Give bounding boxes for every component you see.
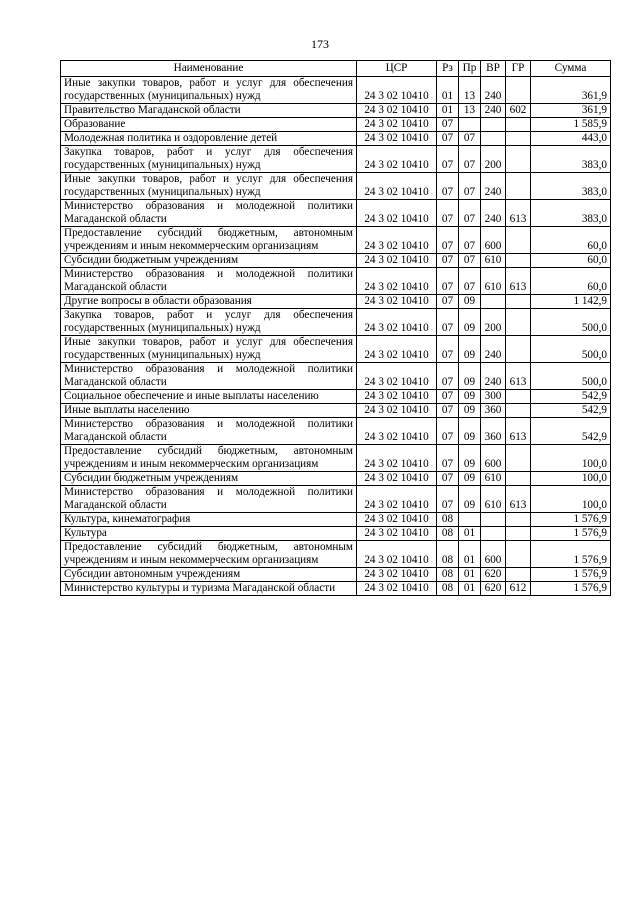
- header-name: Наименование: [61, 61, 357, 77]
- cell-csr: 24 3 02 10410: [357, 541, 437, 568]
- cell-rz: 07: [437, 309, 459, 336]
- cell-name: Министерство образования и молодежной политики Магаданской области: [61, 486, 357, 513]
- cell-rz: 07: [437, 336, 459, 363]
- cell-rz: 07: [437, 146, 459, 173]
- cell-pr: 09: [459, 390, 481, 404]
- cell-name: Министерство культуры и туризма Магаданской области: [61, 582, 357, 596]
- table-row: [61, 268, 611, 295]
- table-row: [61, 390, 611, 404]
- cell-vr: 240: [481, 336, 506, 363]
- cell-sum: 100,0: [531, 486, 611, 513]
- cell-vr: 610: [481, 486, 506, 513]
- cell-gr: [506, 568, 531, 582]
- cell-pr: 07: [459, 254, 481, 268]
- table-body: [61, 77, 611, 596]
- cell-csr: 24 3 02 10410: [357, 363, 437, 390]
- cell-sum: 383,0: [531, 146, 611, 173]
- cell-rz: 07: [437, 118, 459, 132]
- cell-name: Иные закупки товаров, работ и услуг для обеспечения государственных (муниципальных) нужд: [61, 336, 357, 363]
- cell-csr: 24 3 02 10410: [357, 527, 437, 541]
- cell-name: Министерство образования и молодежной политики Магаданской области: [61, 418, 357, 445]
- cell-name: Субсидии бюджетным учреждениям: [61, 254, 357, 268]
- cell-pr: [459, 513, 481, 527]
- cell-gr: 613: [506, 200, 531, 227]
- cell-sum: 542,9: [531, 404, 611, 418]
- table-row: [61, 568, 611, 582]
- cell-gr: 613: [506, 268, 531, 295]
- cell-vr: 360: [481, 418, 506, 445]
- header-pr: Пр: [459, 61, 481, 77]
- cell-gr: [506, 173, 531, 200]
- cell-csr: 24 3 02 10410: [357, 582, 437, 596]
- cell-csr: 24 3 02 10410: [357, 336, 437, 363]
- table-header: [61, 61, 611, 77]
- cell-pr: 07: [459, 268, 481, 295]
- cell-name: Другие вопросы в области образования: [61, 295, 357, 309]
- cell-name: Социальное обеспечение и иные выплаты населению: [61, 390, 357, 404]
- cell-gr: [506, 146, 531, 173]
- cell-gr: 602: [506, 104, 531, 118]
- table-row: [61, 173, 611, 200]
- cell-gr: [506, 513, 531, 527]
- cell-vr: 610: [481, 254, 506, 268]
- cell-sum: 1 576,9: [531, 582, 611, 596]
- cell-sum: 1 142,9: [531, 295, 611, 309]
- cell-vr: [481, 295, 506, 309]
- cell-rz: 07: [437, 254, 459, 268]
- cell-pr: 09: [459, 404, 481, 418]
- header-csr: ЦСР: [357, 61, 437, 77]
- cell-csr: 24 3 02 10410: [357, 390, 437, 404]
- cell-rz: 07: [437, 227, 459, 254]
- cell-pr: 07: [459, 132, 481, 146]
- cell-rz: 07: [437, 295, 459, 309]
- cell-gr: [506, 254, 531, 268]
- cell-name: Субсидии автономным учреждениям: [61, 568, 357, 582]
- cell-pr: 01: [459, 527, 481, 541]
- cell-vr: 240: [481, 104, 506, 118]
- cell-pr: 01: [459, 541, 481, 568]
- header-row: [61, 61, 611, 77]
- cell-vr: 600: [481, 541, 506, 568]
- cell-csr: 24 3 02 10410: [357, 146, 437, 173]
- table-row: [61, 295, 611, 309]
- cell-sum: 500,0: [531, 336, 611, 363]
- cell-gr: 612: [506, 582, 531, 596]
- cell-csr: 24 3 02 10410: [357, 104, 437, 118]
- cell-name: Закупка товаров, работ и услуг для обеспечения государственных (муниципальных) нужд: [61, 146, 357, 173]
- cell-name: Правительство Магаданской области: [61, 104, 357, 118]
- cell-vr: 240: [481, 173, 506, 200]
- cell-name: Культура: [61, 527, 357, 541]
- cell-vr: 600: [481, 445, 506, 472]
- cell-pr: 07: [459, 173, 481, 200]
- cell-gr: [506, 77, 531, 104]
- cell-pr: 13: [459, 77, 481, 104]
- cell-gr: [506, 132, 531, 146]
- cell-name: Министерство образования и молодежной политики Магаданской области: [61, 268, 357, 295]
- cell-rz: 08: [437, 568, 459, 582]
- cell-gr: [506, 390, 531, 404]
- table-row: [61, 104, 611, 118]
- cell-name: Министерство образования и молодежной политики Магаданской области: [61, 200, 357, 227]
- cell-gr: [506, 445, 531, 472]
- cell-rz: 08: [437, 541, 459, 568]
- cell-pr: 09: [459, 418, 481, 445]
- cell-sum: 383,0: [531, 200, 611, 227]
- cell-csr: 24 3 02 10410: [357, 472, 437, 486]
- cell-csr: 24 3 02 10410: [357, 227, 437, 254]
- cell-gr: [506, 295, 531, 309]
- table-row: [61, 227, 611, 254]
- table-row: [61, 486, 611, 513]
- cell-vr: [481, 118, 506, 132]
- cell-vr: 200: [481, 146, 506, 173]
- cell-name: Иные выплаты населению: [61, 404, 357, 418]
- table-row: [61, 336, 611, 363]
- cell-sum: 383,0: [531, 173, 611, 200]
- cell-vr: 360: [481, 404, 506, 418]
- cell-sum: 500,0: [531, 309, 611, 336]
- cell-gr: [506, 309, 531, 336]
- cell-rz: 08: [437, 527, 459, 541]
- cell-name: Субсидии бюджетным учреждениям: [61, 472, 357, 486]
- cell-sum: 1 576,9: [531, 541, 611, 568]
- cell-csr: 24 3 02 10410: [357, 268, 437, 295]
- cell-name: Министерство образования и молодежной политики Магаданской области: [61, 363, 357, 390]
- cell-vr: [481, 527, 506, 541]
- cell-pr: 09: [459, 472, 481, 486]
- cell-name: Предоставление субсидий бюджетным, автономным учреждениям и иным некоммерческим организациям: [61, 227, 357, 254]
- header-sum: Сумма: [531, 61, 611, 77]
- cell-name: Молодежная политика и оздоровление детей: [61, 132, 357, 146]
- cell-vr: [481, 132, 506, 146]
- cell-csr: 24 3 02 10410: [357, 295, 437, 309]
- cell-name: Иные закупки товаров, работ и услуг для обеспечения государственных (муниципальных) нужд: [61, 173, 357, 200]
- cell-vr: 240: [481, 363, 506, 390]
- cell-sum: 100,0: [531, 445, 611, 472]
- cell-pr: 09: [459, 336, 481, 363]
- cell-gr: [506, 336, 531, 363]
- table-row: [61, 309, 611, 336]
- header-vr: ВР: [481, 61, 506, 77]
- cell-vr: 620: [481, 582, 506, 596]
- cell-name: Предоставление субсидий бюджетным, автономным учреждениям и иным некоммерческим организациям: [61, 541, 357, 568]
- table-row: [61, 472, 611, 486]
- cell-vr: 300: [481, 390, 506, 404]
- cell-pr: 07: [459, 146, 481, 173]
- cell-csr: 24 3 02 10410: [357, 418, 437, 445]
- cell-sum: 1 576,9: [531, 568, 611, 582]
- cell-vr: 610: [481, 472, 506, 486]
- cell-sum: 1 576,9: [531, 513, 611, 527]
- cell-sum: 60,0: [531, 227, 611, 254]
- cell-rz: 07: [437, 486, 459, 513]
- cell-vr: 620: [481, 568, 506, 582]
- table-row: [61, 418, 611, 445]
- cell-rz: 07: [437, 173, 459, 200]
- cell-pr: 09: [459, 309, 481, 336]
- cell-rz: 07: [437, 132, 459, 146]
- cell-pr: 07: [459, 227, 481, 254]
- cell-pr: 01: [459, 582, 481, 596]
- cell-csr: 24 3 02 10410: [357, 404, 437, 418]
- cell-name: Предоставление субсидий бюджетным, автономным учреждениям и иным некоммерческим организациям: [61, 445, 357, 472]
- header-gr: ГР: [506, 61, 531, 77]
- cell-name: Культура, кинематография: [61, 513, 357, 527]
- cell-gr: [506, 227, 531, 254]
- cell-vr: [481, 513, 506, 527]
- cell-csr: 24 3 02 10410: [357, 486, 437, 513]
- cell-csr: 24 3 02 10410: [357, 77, 437, 104]
- cell-pr: [459, 118, 481, 132]
- cell-rz: 01: [437, 77, 459, 104]
- cell-rz: 07: [437, 404, 459, 418]
- cell-vr: 610: [481, 268, 506, 295]
- cell-gr: [506, 541, 531, 568]
- cell-csr: 24 3 02 10410: [357, 200, 437, 227]
- cell-csr: 24 3 02 10410: [357, 568, 437, 582]
- cell-sum: 542,9: [531, 418, 611, 445]
- cell-name: Иные закупки товаров, работ и услуг для обеспечения государственных (муниципальных) нужд: [61, 77, 357, 104]
- cell-csr: 24 3 02 10410: [357, 254, 437, 268]
- cell-sum: 100,0: [531, 472, 611, 486]
- cell-csr: 24 3 02 10410: [357, 132, 437, 146]
- cell-sum: 60,0: [531, 268, 611, 295]
- cell-gr: [506, 527, 531, 541]
- cell-pr: 09: [459, 295, 481, 309]
- cell-rz: 07: [437, 390, 459, 404]
- cell-sum: 1 576,9: [531, 527, 611, 541]
- table-row: [61, 200, 611, 227]
- cell-rz: 07: [437, 363, 459, 390]
- cell-pr: 09: [459, 363, 481, 390]
- table-row: [61, 404, 611, 418]
- page-number: 173: [311, 37, 329, 51]
- cell-sum: 1 585,9: [531, 118, 611, 132]
- cell-sum: 361,9: [531, 104, 611, 118]
- cell-gr: [506, 404, 531, 418]
- table-row: [61, 445, 611, 472]
- cell-sum: 60,0: [531, 254, 611, 268]
- table-row: [61, 254, 611, 268]
- cell-name: Закупка товаров, работ и услуг для обеспечения государственных (муниципальных) нужд: [61, 309, 357, 336]
- cell-gr: [506, 472, 531, 486]
- cell-csr: 24 3 02 10410: [357, 309, 437, 336]
- cell-rz: 07: [437, 418, 459, 445]
- cell-gr: [506, 118, 531, 132]
- table-row: [61, 363, 611, 390]
- cell-sum: 542,9: [531, 390, 611, 404]
- table-row: [61, 541, 611, 568]
- cell-csr: 24 3 02 10410: [357, 118, 437, 132]
- cell-pr: 09: [459, 445, 481, 472]
- cell-rz: 07: [437, 268, 459, 295]
- table-row: [61, 118, 611, 132]
- cell-pr: 07: [459, 200, 481, 227]
- cell-vr: 240: [481, 77, 506, 104]
- table-row: [61, 146, 611, 173]
- cell-vr: 200: [481, 309, 506, 336]
- cell-gr: 613: [506, 486, 531, 513]
- cell-pr: 09: [459, 486, 481, 513]
- cell-rz: 07: [437, 472, 459, 486]
- table-row: [61, 77, 611, 104]
- cell-sum: 500,0: [531, 363, 611, 390]
- cell-pr: 01: [459, 568, 481, 582]
- table-row: [61, 132, 611, 146]
- cell-gr: 613: [506, 418, 531, 445]
- table-row: [61, 513, 611, 527]
- budget-table: [60, 60, 611, 596]
- cell-csr: 24 3 02 10410: [357, 173, 437, 200]
- cell-sum: 443,0: [531, 132, 611, 146]
- table-row: [61, 527, 611, 541]
- cell-rz: 08: [437, 582, 459, 596]
- cell-rz: 07: [437, 445, 459, 472]
- cell-name: Образование: [61, 118, 357, 132]
- header-rz: Рз: [437, 61, 459, 77]
- cell-pr: 13: [459, 104, 481, 118]
- cell-rz: 01: [437, 104, 459, 118]
- cell-rz: 07: [437, 200, 459, 227]
- table-row: [61, 582, 611, 596]
- cell-csr: 24 3 02 10410: [357, 445, 437, 472]
- cell-vr: 240: [481, 200, 506, 227]
- cell-gr: 613: [506, 363, 531, 390]
- cell-csr: 24 3 02 10410: [357, 513, 437, 527]
- cell-rz: 08: [437, 513, 459, 527]
- cell-sum: 361,9: [531, 77, 611, 104]
- cell-vr: 600: [481, 227, 506, 254]
